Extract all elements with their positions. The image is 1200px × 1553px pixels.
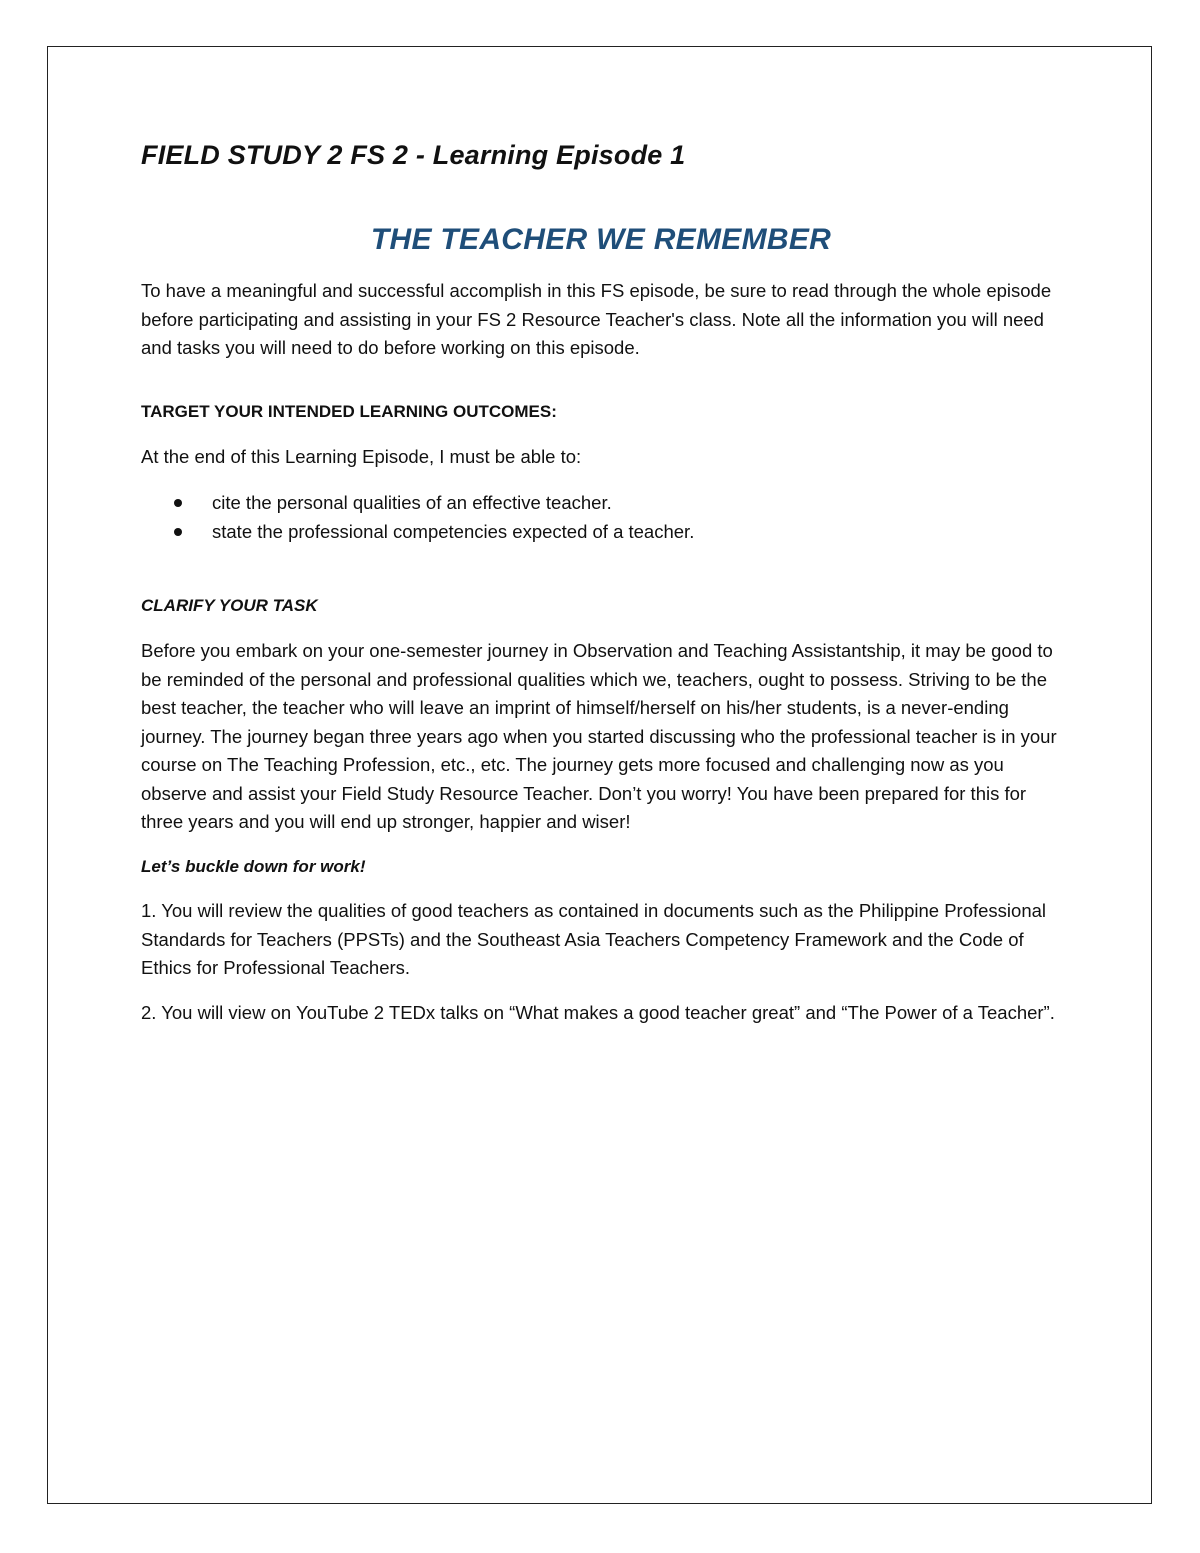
bullet-icon — [174, 528, 182, 536]
outcomes-lead: At the end of this Learning Episode, I must be able to: — [141, 446, 582, 467]
list-item — [141, 517, 1061, 546]
bullet-icon — [174, 499, 182, 507]
list-item — [141, 488, 1061, 517]
clarify-heading: CLARIFY YOUR TASK — [141, 595, 318, 615]
document-heading: FIELD STUDY 2 FS 2 - Learning Episode 1 — [141, 140, 686, 170]
page-title: THE TEACHER WE REMEMBER — [370, 223, 832, 256]
outcome-text: cite the personal qualities of an effective teacher. — [212, 491, 612, 513]
outcomes-list — [141, 488, 1061, 546]
call-to-action: Let’s buckle down for work! — [141, 856, 366, 876]
task-item: 2. You will view on YouTube 2 TEDx talks on “What makes a good teacher great” and “The Power of a Teacher”. — [141, 1001, 1055, 1023]
task-item: 1. You will review the qualities of good teachers as contained in documents such as the Philippine Professional Standards for Teachers (PPSTs) and the Southeast Asia Teachers Competency Framework and the Code of Ethics for Professional Teachers. — [141, 900, 1047, 978]
outcome-text: state the professional competencies expected of a teacher. — [212, 520, 695, 542]
document-page — [141, 140, 1061, 1027]
clarify-paragraph: Before you embark on your one-semester journey in Observation and Teaching Assistantship, it may be good to be reminded of the personal and professional qualities which we, teachers, ought to possess. Striving to be the best teacher, the teacher who will leave an imprint of himself/herself on his/her students, is a never-ending journey. The journey began three years ago when you started discussing who the professional teacher is in your course on The Teaching Profession, etc., etc. The journey gets more focused and challenging now as you observe and assist your Field Study Resource Teacher. Don’t you worry! You have been prepared for this for three years and you will end up stronger, happier and wiser! — [141, 640, 1057, 832]
outcomes-heading: TARGET YOUR INTENDED LEARNING OUTCOMES: — [141, 401, 557, 421]
intro-paragraph: To have a meaningful and successful accomplish in this FS episode, be sure to read through the whole episode before participating and assisting in your FS 2 Resource Teacher's class. Note all the information you will need and tasks you will need to do before working on this episode. — [141, 280, 1052, 358]
